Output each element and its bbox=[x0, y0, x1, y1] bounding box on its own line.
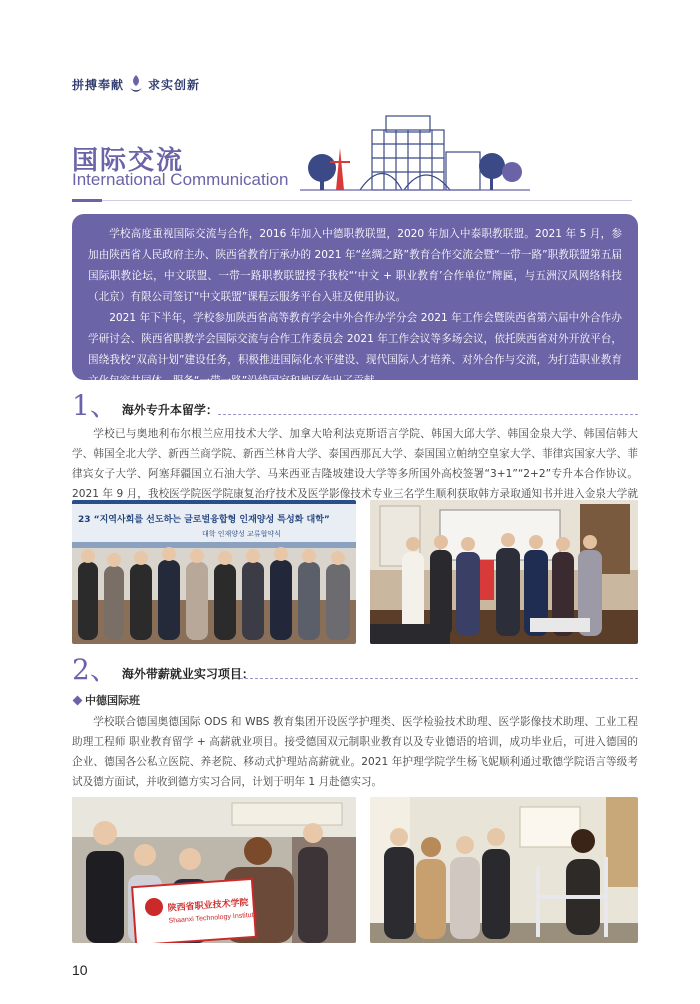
section-2-heading bbox=[72, 653, 254, 686]
campus-building-illustration bbox=[300, 108, 530, 200]
title-divider bbox=[72, 200, 632, 201]
subsection-heading bbox=[74, 692, 140, 708]
section-2-paragraph: 学校联合德国奥德国际 ODS 和 WBS 教育集团开设医学护理类、医学检验技术助理、医学影像技术助理、工业工程助理工程师 职业教育留学 + 高薪就业项目。接受德国双元制职业教育以及专业德语的培训，成功毕业后，可进入德国的企业、德国各公私立医院、养老院、移动式护理站高薪就业。2021 年护理学院学生杨飞妮顺利通过歌德学院语言等级考试及德方面试，并收到德方实习合同，计划于明年 1 月赴德实习。 bbox=[72, 716, 638, 788]
section-1-paragraph: 学校已与奥地利布尔根兰应用技术大学、加拿大哈利法克斯语言学院、韩国大邱大学、韩国金泉大学、韩国信韩大学、韩国全北大学、新西兰商学院、新西兰林肯大学、泰国西那瓦大学、泰国国立帕纳空皇家大学、菲律宾国家大学、菲律宾女子大学、阿塞拜疆国立石油大学、马来西亚吉隆坡建设大学等多所国外高校签署“3+1”“2+2”专升本合作协议。2021 年 9 月，我校医学院医学院康复治疗技术及医学影像技术专业三名学生顺利获取韩方录取通知书并进入金泉大学就 bbox=[72, 428, 638, 500]
motto-right: 求实创新 bbox=[148, 77, 201, 92]
section-title: 国际交流 bbox=[72, 146, 185, 176]
section-1-number: 1、 bbox=[72, 389, 118, 422]
section-1-divider bbox=[218, 414, 638, 416]
page-number: 10 bbox=[72, 962, 88, 978]
section-2-body bbox=[72, 712, 638, 792]
korea-agreement-photo bbox=[72, 500, 356, 644]
section-2-title: 海外带薪就业实习项目： bbox=[121, 667, 254, 681]
motto-left: 拼搏奉献 bbox=[72, 77, 125, 92]
section-2-number: 2、 bbox=[72, 653, 118, 686]
students-flag-photo bbox=[72, 797, 356, 943]
germany-training-photo bbox=[370, 797, 638, 943]
intro-paragraph-2: 2021 年下半年，学校参加陕西省高等教育学会中外合作办学分会 2021 年工作会暨陕西省第六届中外合作办学研讨会、陕西省职教学会国际交流与合作工作委员会 2021 年工作会议等多场会议，依托陕西省对外开放平台，围绕我校“双高计划”建设任务，积极推进国际化水平建设、现代国际人才培养、对外合作与交流，为打造职业教育文化包容共同体，服务“一带一路”沿线国家和地区作出了贡献。 bbox=[88, 312, 622, 387]
diamond-bullet-icon bbox=[73, 695, 83, 705]
office-meeting-photo bbox=[370, 500, 638, 644]
subsection-title: 中德国际班 bbox=[85, 694, 140, 707]
korea-banner-caption: 대학 인재양성 교류협약식 bbox=[202, 530, 281, 538]
korea-banner-text: 23 “지역사회를 선도하는 글로벌융합형 인재양성 특성화 대학” bbox=[78, 515, 330, 525]
section-1-heading bbox=[72, 389, 218, 422]
intro-panel bbox=[72, 214, 638, 387]
section-title-english: International Communication bbox=[72, 170, 289, 189]
header-motto bbox=[72, 74, 200, 94]
title-divider-accent bbox=[72, 199, 102, 202]
flag-school-name-cn: 陕西省职业技术学院 bbox=[167, 898, 249, 914]
intro-paragraph-1: 学校高度重视国际交流与合作，2016 年加入中德职教联盟，2020 年加入中泰职教联盟。2021 年 5 月，参加由陕西省人民政府主办、陕西省教育厅承办的 2021 年“丝绸之路”教育合作交流会暨“一带一路”职教联盟第五届国际职教论坛，中文联盟、一带一路职教联盟授予我校“‘中文 + 职业教育’合作单位”牌匾，与五洲汉风网络科技（北京）有限公司签订“中文联盟”课程云服务平台入驻及使用协议。 bbox=[88, 228, 622, 303]
flag-school-name-en: Shaanxi Technology Institute bbox=[168, 911, 258, 925]
school-logo-icon bbox=[128, 74, 144, 94]
section-1-title: 海外专升本留学： bbox=[121, 403, 218, 417]
section-2-divider bbox=[240, 678, 638, 680]
